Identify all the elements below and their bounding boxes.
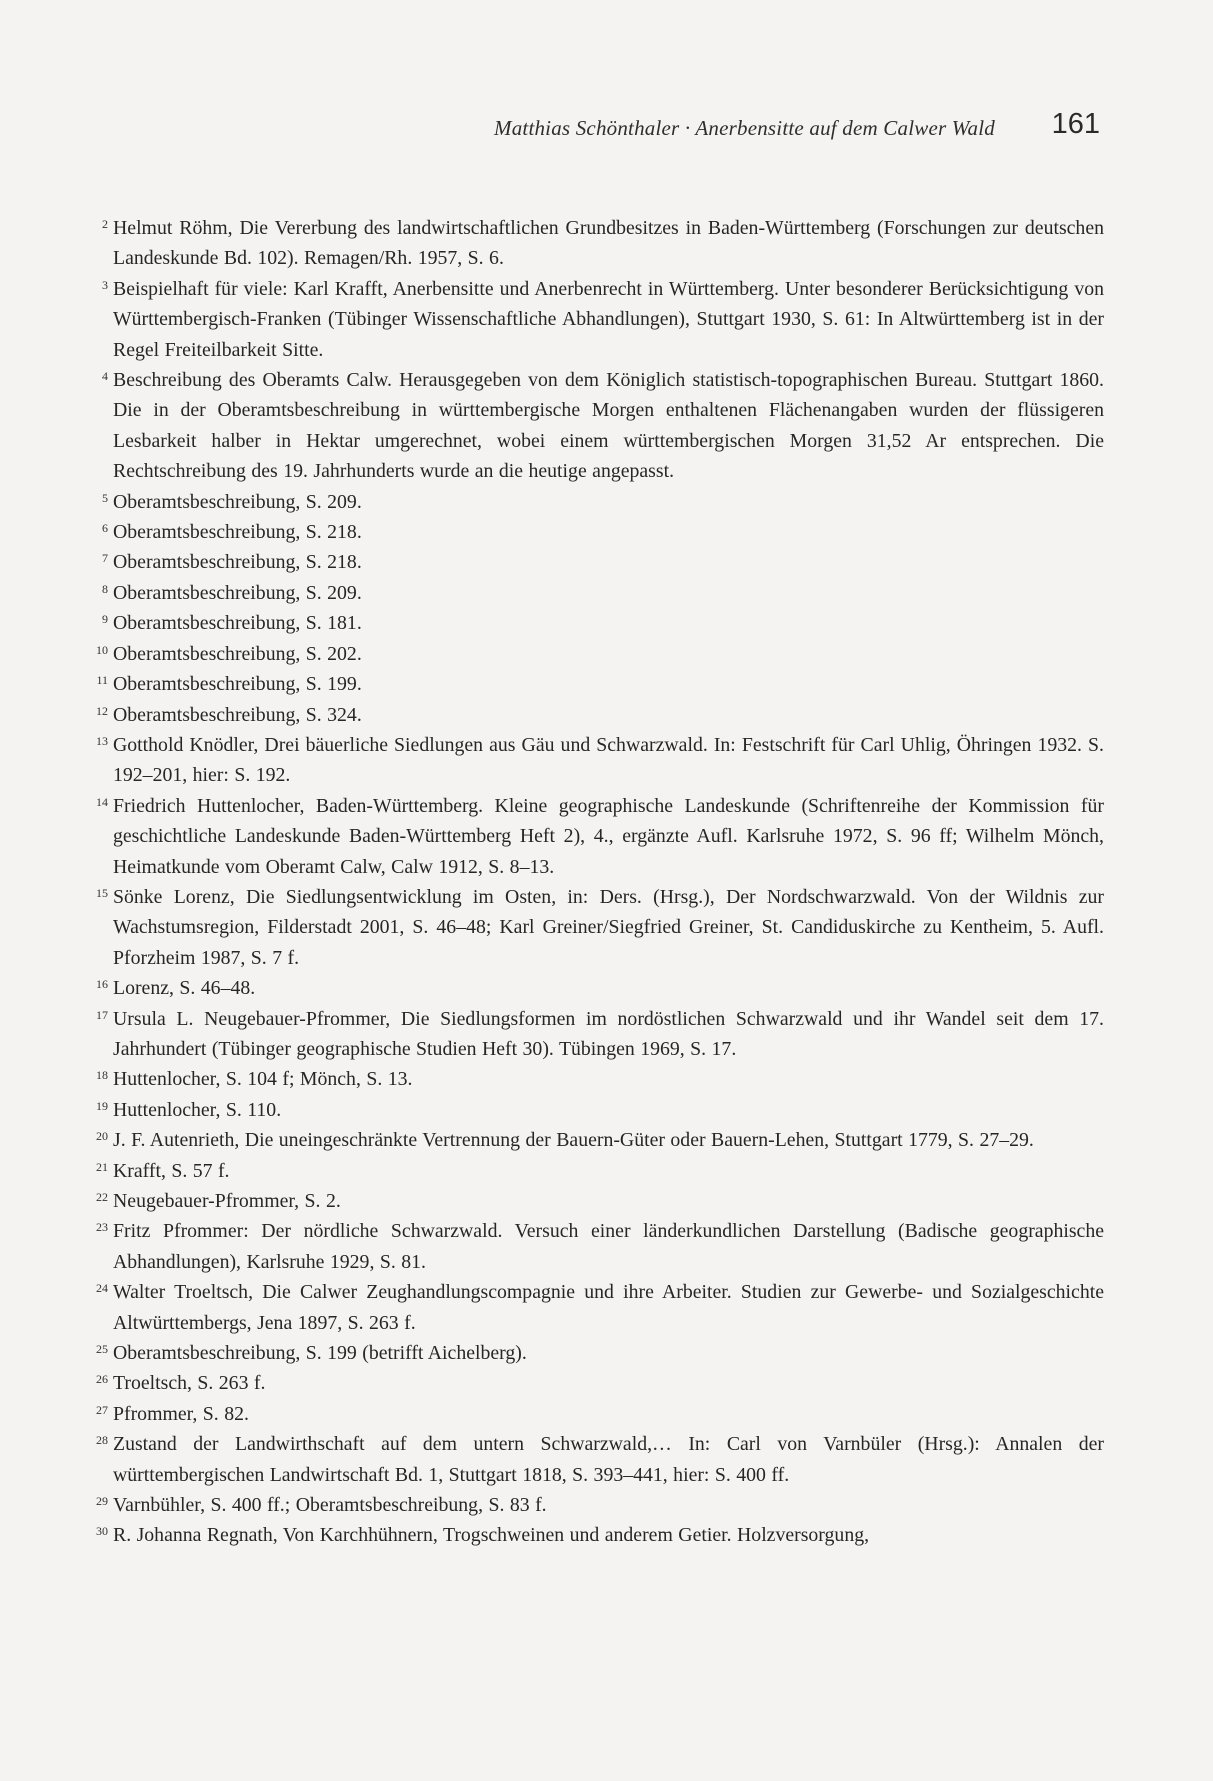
footnote-number: 20 bbox=[96, 1129, 108, 1144]
footnote-number: 23 bbox=[96, 1220, 108, 1235]
footnote-number: 29 bbox=[96, 1494, 108, 1509]
footnote-text: Gotthold Knödler, Drei bäuerliche Siedlungen aus Gäu und Schwarzwald. In: Festschrift für Carl Uhlig, Öhringen 1932. S. 192–201, hier: S. 192. bbox=[113, 733, 1104, 787]
footnote-text: Varnbühler, S. 400 ff.; Oberamtsbeschreibung, S. 83 f. bbox=[113, 1494, 547, 1517]
footnote-text: Oberamtsbeschreibung, S. 324. bbox=[113, 703, 362, 726]
running-header bbox=[430, 108, 1100, 154]
footnote-number: 22 bbox=[96, 1190, 108, 1204]
footnote-number: 10 bbox=[96, 642, 108, 657]
footnote bbox=[84, 517, 1104, 547]
footnote bbox=[84, 791, 1104, 882]
footnote-number: 11 bbox=[96, 673, 108, 688]
footnote bbox=[84, 639, 1104, 669]
footnote-text: R. Johanna Regnath, Von Karchhühnern, Trogschweinen und anderem Getier. Holzversorgung, bbox=[113, 1524, 870, 1547]
footnote-text: Neugebauer-Pfrommer, S. 2. bbox=[113, 1190, 341, 1212]
footnote bbox=[84, 365, 1104, 487]
footnote bbox=[84, 547, 1104, 577]
footnote-number: 26 bbox=[96, 1372, 108, 1387]
footnote-text: Fritz Pfrommer: Der nördliche Schwarzwald. Versuch einer länderkundlichen Darstellung (Badische geographische Abhandlungen), Karlsruhe 1929, S. 81. bbox=[113, 1220, 1104, 1273]
footnote-text: Oberamtsbeschreibung, S. 199. bbox=[113, 673, 362, 696]
page-number: 161 bbox=[1051, 108, 1100, 140]
footnote bbox=[84, 578, 1104, 608]
footnote-number: 17 bbox=[96, 1007, 108, 1022]
footnote bbox=[84, 1216, 1104, 1277]
footnote-number: 30 bbox=[96, 1524, 108, 1539]
footnote-text: Beispielhaft für viele: Karl Krafft, Anerbensitte und Anerbenrecht in Württemberg. Unter besonderer Berücksichtigung von Württembergisch-Franken (Tübinger Wissenschaftliche Abhandlungen), Stuttgart 1930, S. 61: In Altwürttemberg ist in der Regel Freiteilbarkeit Sitte. bbox=[113, 277, 1104, 361]
footnote bbox=[84, 608, 1104, 638]
footnote-number: 24 bbox=[96, 1281, 108, 1296]
footnote bbox=[84, 487, 1104, 517]
footnote bbox=[84, 1520, 1104, 1550]
footnote bbox=[84, 1156, 1104, 1186]
footnotes-list bbox=[84, 213, 1104, 1551]
footnote bbox=[84, 1064, 1104, 1094]
footnote-number: 6 bbox=[102, 521, 108, 536]
footnote bbox=[84, 1186, 1104, 1216]
footnote bbox=[84, 1490, 1104, 1520]
footnote-text: Huttenlocher, S. 110. bbox=[113, 1098, 282, 1121]
footnote-number: 21 bbox=[96, 1159, 108, 1174]
footnote-text: Friedrich Huttenlocher, Baden-Württemberg. Kleine geographische Landeskunde (Schriftenreihe der Kommission für geschichtliche Landeskunde Baden-Württemberg Heft 2), 4., ergänzte Aufl. Karlsruhe 1972, S. 96 ff; Wilhelm Mönch, Heimatkunde vom Oberamt Calw, Calw 1912, S. 8–13. bbox=[113, 794, 1104, 878]
footnote bbox=[84, 882, 1104, 973]
footnote-number: 2 bbox=[102, 217, 108, 231]
footnote bbox=[84, 730, 1104, 791]
footnote-number: 3 bbox=[102, 277, 108, 292]
footnote bbox=[84, 973, 1104, 1003]
footnote-text: J. F. Autenrieth, Die uneingeschränkte Vertrennung der Bauern-Güter oder Bauern-Lehen, Stuttgart 1779, S. 27–29. bbox=[113, 1129, 1034, 1152]
footnote-text: Troeltsch, S. 263 f. bbox=[113, 1372, 266, 1395]
footnote-text: Lorenz, S. 46–48. bbox=[113, 977, 256, 1000]
footnote-text: Oberamtsbeschreibung, S. 202. bbox=[113, 642, 362, 665]
footnote bbox=[84, 1095, 1104, 1125]
footnote bbox=[84, 213, 1104, 274]
footnote-number: 13 bbox=[96, 733, 108, 748]
footnote-text: Pfrommer, S. 82. bbox=[113, 1402, 249, 1425]
footnote-text: Oberamtsbeschreibung, S. 209. bbox=[113, 581, 362, 604]
footnote-text: Oberamtsbeschreibung, S. 181. bbox=[113, 612, 362, 635]
footnote-text: Oberamtsbeschreibung, S. 218. bbox=[113, 521, 362, 544]
footnote bbox=[84, 669, 1104, 699]
footnote-text: Zustand der Landwirthschaft auf dem untern Schwarzwald,… In: Carl von Varnbüler (Hrsg.): Annalen der württembergischen Landwirtschaft Bd. 1, Stuttgart 1818, S. 393–441, hier: S. 400 ff. bbox=[113, 1433, 1104, 1486]
footnote bbox=[84, 1429, 1104, 1490]
footnote-number: 12 bbox=[96, 703, 108, 718]
footnote-number: 18 bbox=[96, 1068, 108, 1083]
footnote bbox=[84, 1004, 1104, 1065]
footnote bbox=[84, 700, 1104, 730]
footnote-number: 15 bbox=[96, 885, 108, 900]
footnote-number: 8 bbox=[102, 581, 108, 596]
footnote-text: Oberamtsbeschreibung, S. 218. bbox=[113, 551, 362, 574]
footnote-number: 27 bbox=[96, 1402, 108, 1417]
footnote-text: Ursula L. Neugebauer-Pfrommer, Die Siedlungsformen im nordöstlichen Schwarzwald und ihr Wandel seit dem 17. Jahrhundert (Tübinger geographische Studien Heft 30). Tübingen 1969, S. 17. bbox=[113, 1007, 1104, 1060]
footnote-number: 16 bbox=[96, 977, 108, 992]
footnote bbox=[84, 1399, 1104, 1429]
footnote-number: 4 bbox=[102, 369, 108, 384]
footnote-number: 19 bbox=[96, 1098, 108, 1113]
footnote-number: 14 bbox=[96, 794, 108, 809]
footnote bbox=[84, 274, 1104, 365]
footnote bbox=[84, 1368, 1104, 1398]
footnote-text: Helmut Röhm, Die Vererbung des landwirtschaftlichen Grundbesitzes in Baden-Württemberg (Forschungen zur deutschen Landeskunde Bd. 102). Remagen/Rh. 1957, S. 6. bbox=[113, 217, 1104, 270]
footnote-number: 7 bbox=[102, 551, 108, 566]
footnote-text: Huttenlocher, S. 104 f; Mönch, S. 13. bbox=[113, 1068, 413, 1091]
footnote-text: Sönke Lorenz, Die Siedlungsentwicklung im Osten, in: Ders. (Hrsg.), Der Nordschwarzwald. Von der Wildnis zur Wachstumsregion, Filderstadt 2001, S. 46–48; Karl Greiner/Siegfried Greiner, St. Candiduskirche zu Kentheim, 5. Aufl. Pforzheim 1987, S. 7 f. bbox=[113, 885, 1104, 969]
footnote-text: Krafft, S. 57 f. bbox=[113, 1159, 230, 1182]
footnote-number: 9 bbox=[102, 612, 108, 627]
running-title: Matthias Schönthaler · Anerbensitte auf dem Calwer Wald bbox=[494, 116, 995, 140]
footnote-text: Oberamtsbeschreibung, S. 199 (betrifft Aichelberg). bbox=[113, 1342, 527, 1365]
footnote-text: Walter Troeltsch, Die Calwer Zeughandlungscompagnie und ihre Arbeiter. Studien zur Gewerbe- und Sozialgeschichte Altwürttembergs, Jena 1897, S. 263 f. bbox=[113, 1281, 1104, 1334]
footnote-number: 28 bbox=[96, 1433, 108, 1448]
footnote-number: 25 bbox=[96, 1342, 108, 1357]
footnote-text: Beschreibung des Oberamts Calw. Herausgegeben von dem Königlich statistisch-topographischen Bureau. Stuttgart 1860. Die in der Oberamtsbeschreibung in württembergische Morgen enthaltenen Flächenangaben wurden der flüssigeren Lesbarkeit halber in Hektar umgerechnet, wobei einem württembergischen Morgen 31,52 Ar entsprechen. Die Rechtschreibung des 19. Jahrhunderts wurde an die heutige angepasst. bbox=[113, 369, 1104, 483]
footnote-number: 5 bbox=[102, 490, 108, 505]
footnote bbox=[84, 1338, 1104, 1368]
footnote bbox=[84, 1277, 1104, 1338]
footnote-text: Oberamtsbeschreibung, S. 209. bbox=[113, 490, 362, 513]
footnote bbox=[84, 1125, 1104, 1155]
